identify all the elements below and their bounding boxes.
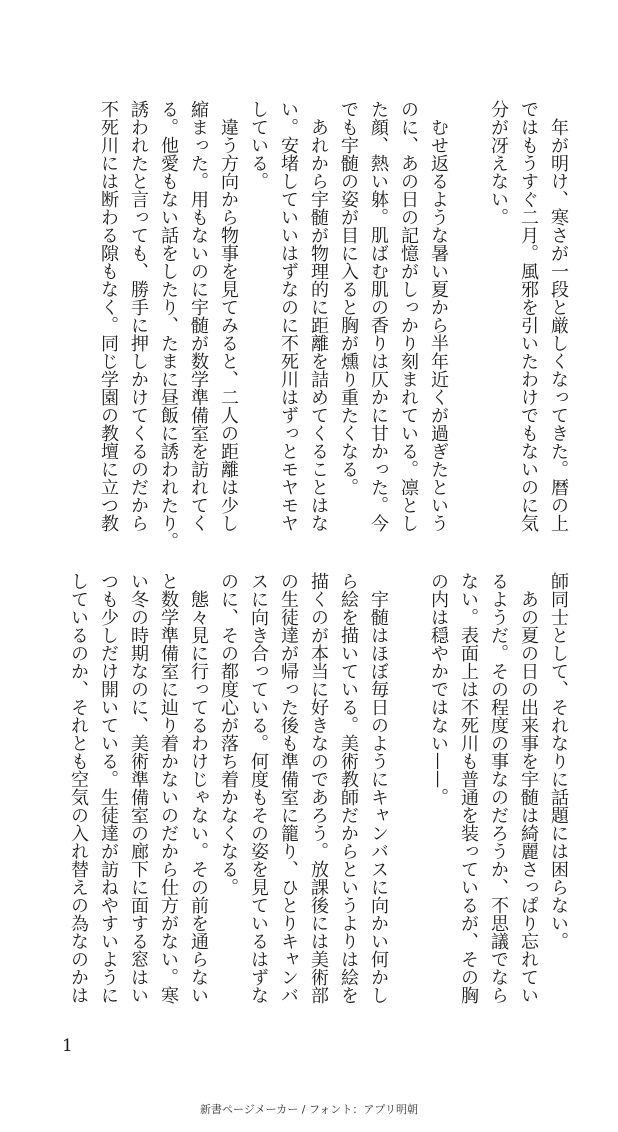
text-line: 態々見に行ってるわけじゃない。その前を通らない bbox=[188, 572, 209, 1004]
text-line: 違う方向から物事を見てみると、二人の距離は少し bbox=[218, 100, 239, 532]
text-line: の内は穏やかではない——。 bbox=[428, 572, 449, 806]
text-line: い。安堵していいはずなのに不死川はずっとモヤモヤ bbox=[278, 100, 299, 532]
text-line: 宇髄はほぼ毎日のようにキャンバスに向かい何かし bbox=[368, 572, 389, 1004]
text-line: の生徒達が帰った後も準備室に籠り、ひとりキャンバ bbox=[278, 572, 299, 1004]
text-line: のに、その都度心が落ち着かなくなる。 bbox=[218, 572, 239, 896]
text-line: た顔、熱い躰。肌ばむ肌の香りは仄かに甘かった。今 bbox=[368, 100, 389, 532]
text-line: る。他愛もない話をしたり、たまに昼飯に誘われたり。 bbox=[158, 100, 179, 550]
text-line: 誘われたと言っても、勝手に押しかけてくるのだから bbox=[128, 100, 149, 532]
text-line: のに、あの日の記憶がしっかり刻まれている。凛とし bbox=[398, 100, 419, 532]
text-block-top bbox=[93, 100, 573, 550]
text-block-bottom bbox=[63, 572, 573, 1004]
text-line: 描くのが本当に好きなのであろう。放課後には美術部 bbox=[308, 572, 329, 1004]
text-line: つも少しだけ開いている。生徒達が訪ねやすいように bbox=[98, 572, 119, 1004]
text-line: い冬の時期なのに、美術準備室の廊下に面する窓はい bbox=[128, 572, 149, 1004]
text-line: ない。表面上は不死川も普通を装っているが、その胸 bbox=[458, 572, 479, 1004]
text-line: しているのか、それとも空気の入れ替えの為なのかは bbox=[68, 572, 89, 1004]
footer-credit: 新書ページメーカー / フォント：アプリ明朝 bbox=[200, 1103, 418, 1116]
text-line: あの夏の日の出来事を宇髄は綺麗さっぱり忘れてい bbox=[518, 572, 539, 1004]
text-line: ら絵を描いている。美術教師だからというよりは絵を bbox=[338, 572, 359, 1004]
text-line: あれから宇髄が物理的に距離を詰めてくることはな bbox=[308, 100, 329, 532]
text-line bbox=[453, 100, 483, 520]
text-line: むせ返るような暑い夏から半年近くが過ぎたという bbox=[428, 100, 449, 532]
text-line: と数学準備室に辿り着かないのだから仕方がない。寒 bbox=[158, 572, 179, 1004]
text-line: るようだ。その程度の事なのだろうか、不思議でなら bbox=[488, 572, 509, 1004]
text-line: でも宇髄の姿が目に入ると胸が燻り重たくなる。 bbox=[338, 100, 359, 496]
text-line: 分が冴えない。 bbox=[488, 100, 509, 226]
text-line: 不死川には断わる隙もなく。同じ学園の教壇に立つ教 bbox=[98, 100, 119, 532]
text-line: スに向き合っている。何度もその姿を見ているはずな bbox=[248, 572, 269, 1004]
text-line: 年が明け、寒さが一段と厳しくなってきた。暦の上 bbox=[548, 100, 569, 532]
text-line bbox=[393, 572, 423, 992]
text-line: 縮まった。用もないのに宇髄が数学準備室を訪れてく bbox=[188, 100, 209, 532]
text-line: している。 bbox=[248, 100, 269, 190]
text-line: ではもうすぐ二月。風邪を引いたわけでもないのに気 bbox=[518, 100, 539, 532]
text-line: 師同士として、それなりに話題には困らない。 bbox=[548, 572, 569, 950]
page-number: 1 bbox=[62, 1036, 73, 1056]
